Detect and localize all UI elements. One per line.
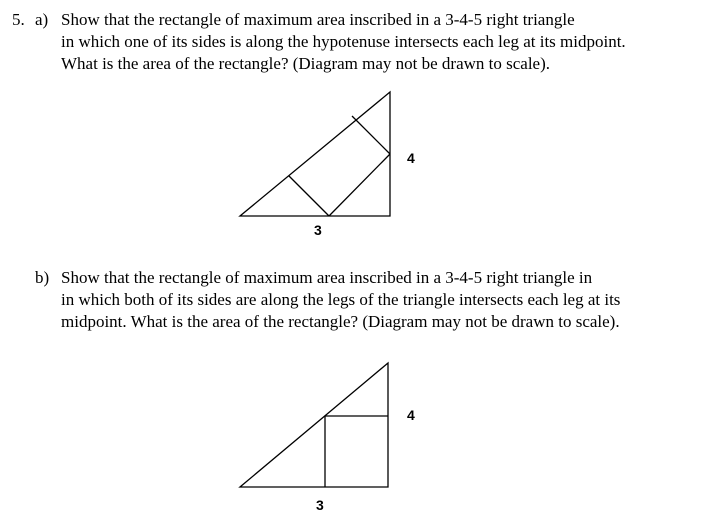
part-b-line-2: in which both of its sides are along the legs of the triangle intersects each leg at its [61, 290, 621, 309]
problem-number: 5. [12, 10, 25, 29]
part-b-line-3: midpoint. What is the area of the rectangle? (Diagram may not be drawn to scale). [61, 312, 620, 331]
figure-b-base-label: 3 [316, 497, 324, 513]
part-a-line-3: What is the area of the rectangle? (Diagram may not be drawn to scale). [61, 54, 550, 73]
part-a-line-2: in which one of its sides is along the hypotenuse intersects each leg at its midpoint. [61, 32, 626, 51]
figure-b-triangle [240, 363, 388, 487]
part-b-line-1: Show that the rectangle of maximum area inscribed in a 3-4-5 right triangle in [61, 268, 593, 287]
part-b-label: b) [35, 268, 50, 287]
figure-b-height-label: 4 [407, 407, 415, 423]
part-a-line-1: Show that the rectangle of maximum area inscribed in a 3-4-5 right triangle [61, 10, 575, 29]
figure-a-height-label: 4 [407, 150, 415, 166]
part-a-label: a) [35, 10, 49, 29]
figure-a-base-label: 3 [314, 222, 322, 238]
